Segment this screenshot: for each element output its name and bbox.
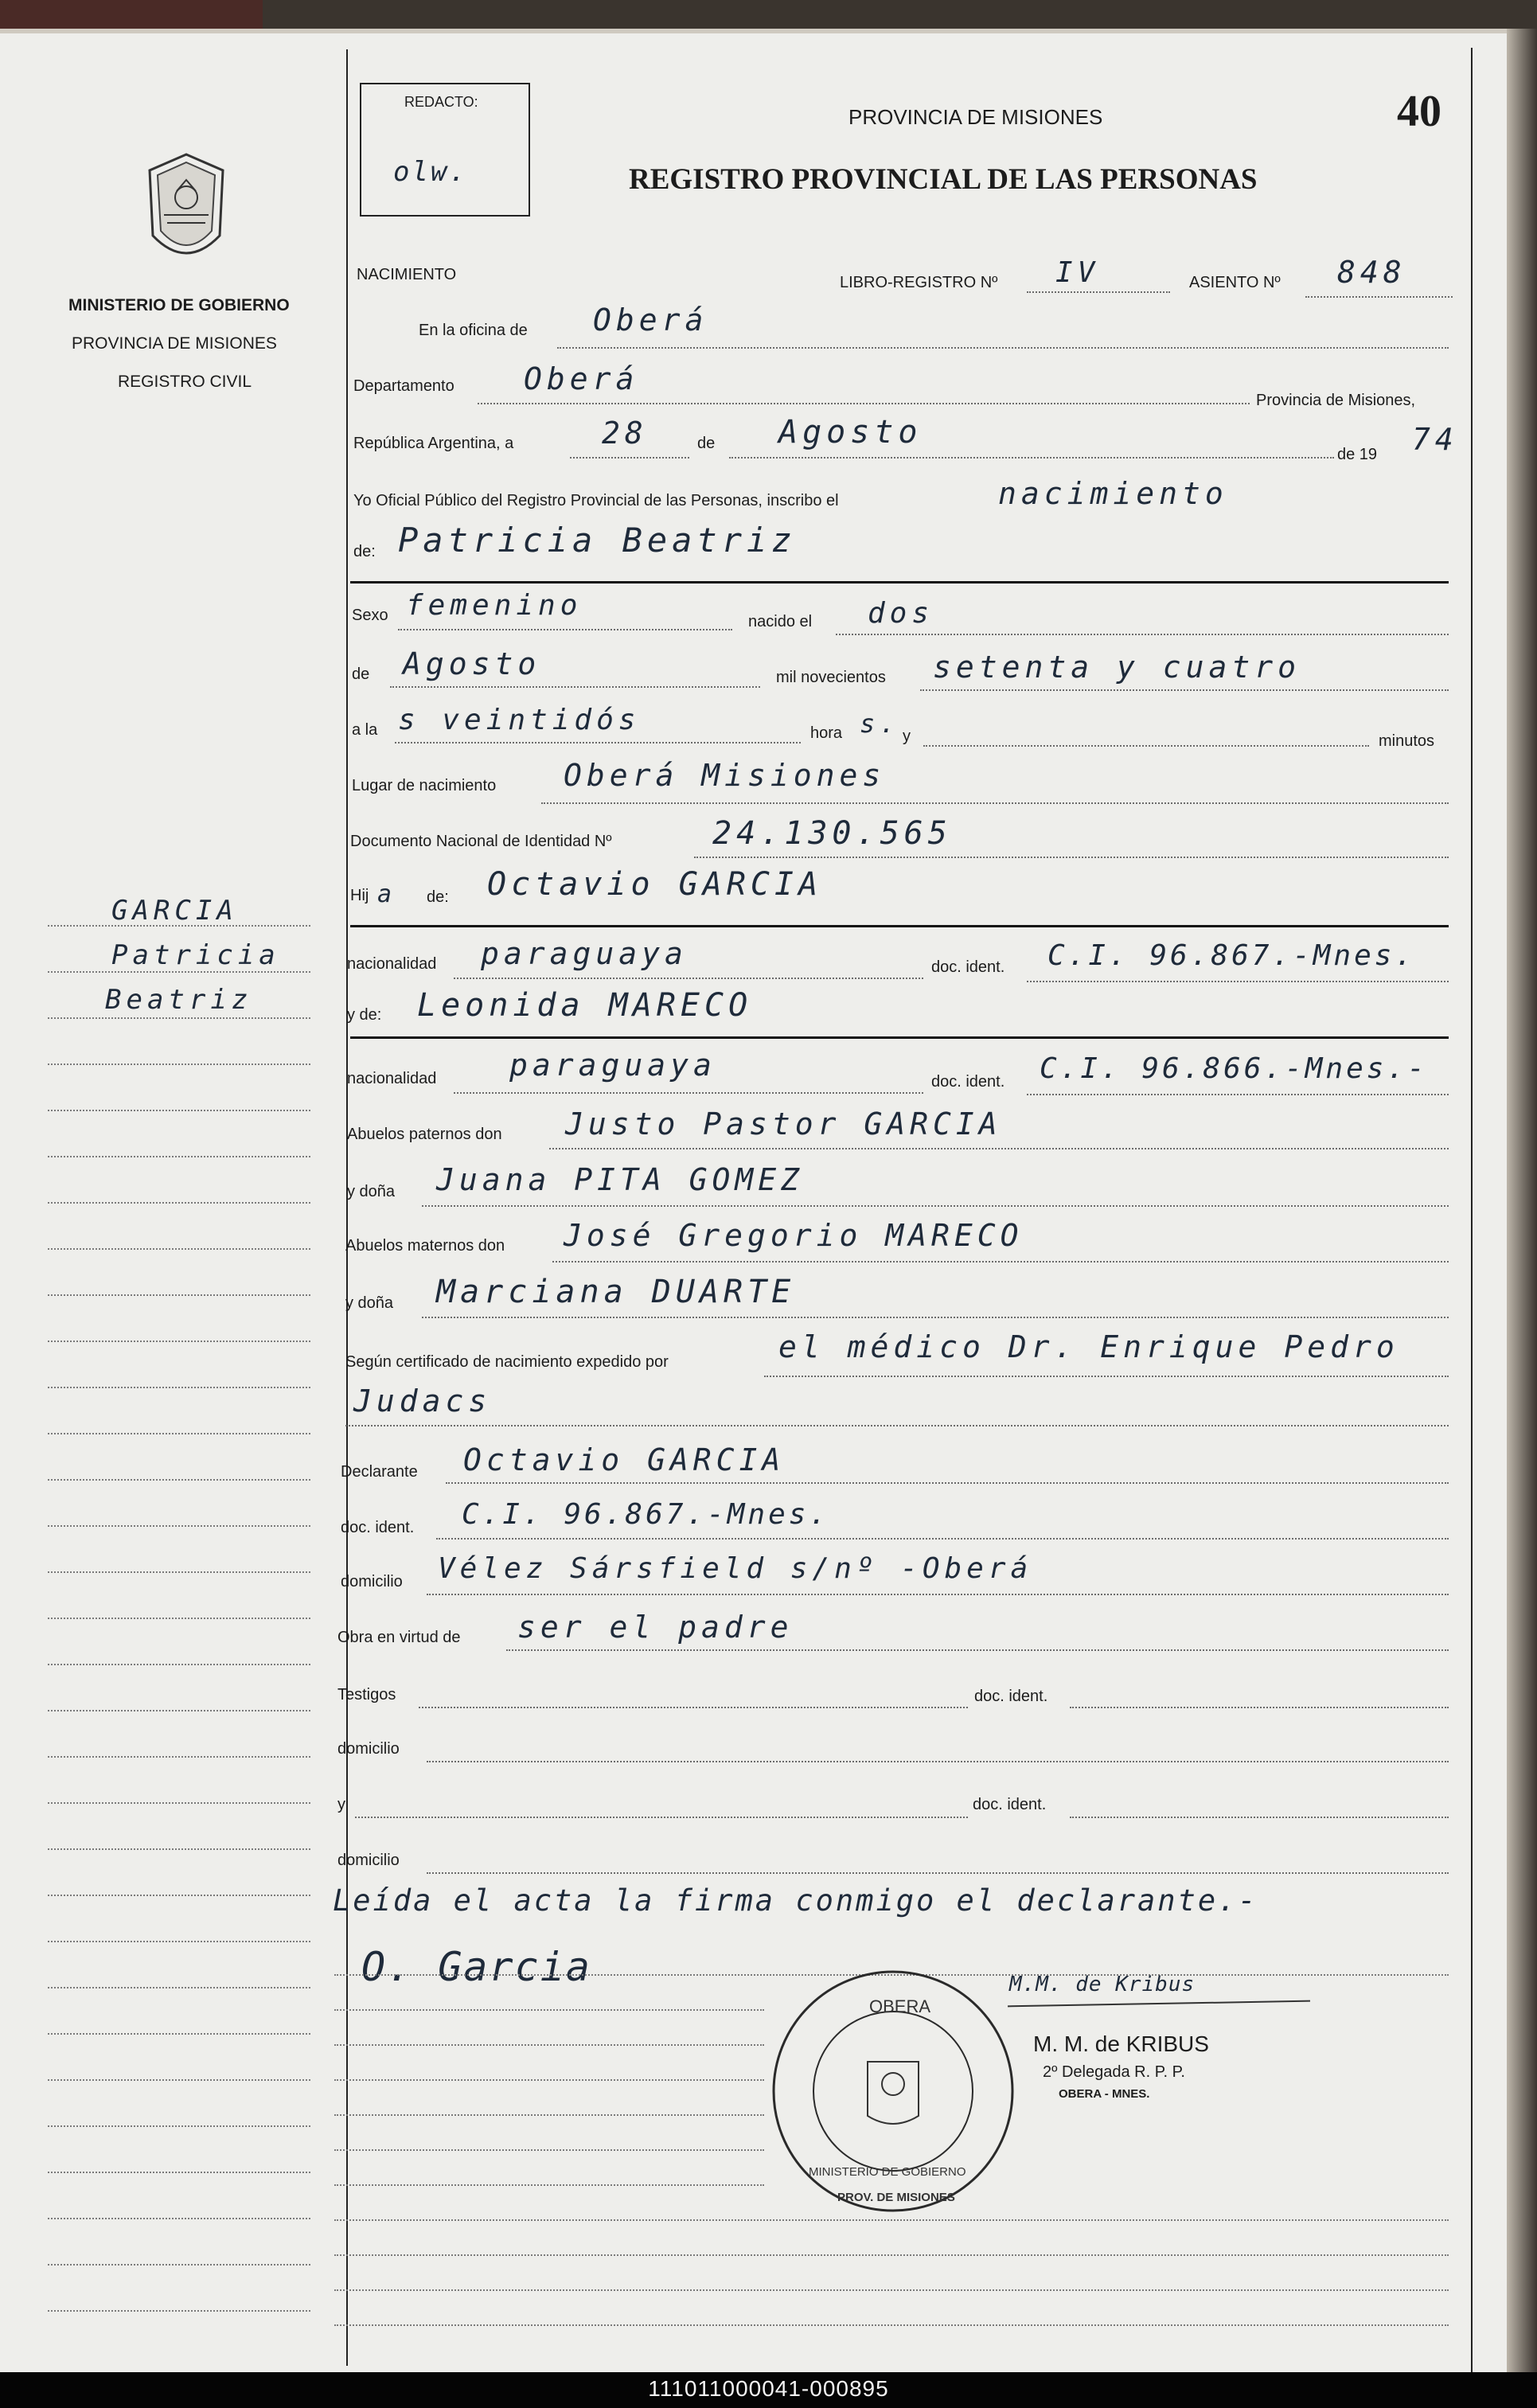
margin-dotted-line (48, 1156, 310, 1157)
dom2-line (427, 1761, 1449, 1762)
day-line (570, 457, 689, 459)
lower-dotted-line (334, 2254, 1449, 2256)
abp-value: Justo Pastor GARCIA (565, 1106, 1002, 1142)
margin-dotted-line (48, 2125, 310, 2127)
official-role: 2º Delegada R. P. P. (1043, 2063, 1185, 2081)
asiento-value: 848 (1337, 255, 1406, 290)
margin-dotted-line (48, 1017, 310, 1019)
doct1-line (1070, 1707, 1449, 1708)
milnov-value: setenta y cuatro (933, 650, 1301, 685)
inscribo-value: nacimiento (998, 476, 1228, 511)
y2-line (355, 1817, 968, 1818)
lower-dotted-line (334, 2009, 764, 2011)
obra-line (506, 1649, 1449, 1651)
nac2-line (454, 1092, 923, 1094)
official-signature: M.M. de Kribus (1009, 1973, 1196, 1996)
lower-dotted-line (334, 2114, 764, 2116)
declarante-value: Octavio GARCIA (463, 1442, 786, 1477)
margin-dotted-line (48, 1571, 310, 1573)
margin-dotted-line (48, 1987, 310, 1988)
ydona2-label: y doña (345, 1294, 394, 1312)
hij-label: Hij (350, 887, 369, 904)
margin-dotted-line (48, 1664, 310, 1665)
padre-underline (350, 925, 1449, 927)
libro-value: IV (1055, 256, 1100, 289)
doc1-line (1027, 981, 1449, 982)
margin-dotted-line (48, 1064, 310, 1065)
margin-dotted-line (48, 2218, 310, 2219)
ydona1-label: y doña (347, 1183, 396, 1200)
margin-dotted-line (48, 1248, 310, 1250)
cert-value2: Judacs (353, 1384, 492, 1419)
margin-dotted-line (48, 1941, 310, 1942)
ministry-line1: MINISTERIO DE GOBIERNO (68, 296, 290, 314)
margin-dotted-line (48, 1479, 310, 1481)
yde-label: y de: (347, 1006, 382, 1024)
cert-label: Según certificado de nacimiento expedido por (345, 1353, 669, 1371)
abp-label: Abuelos paternos don (347, 1126, 502, 1143)
nacido-value: dos (868, 597, 934, 630)
hij-de-label: de: (427, 888, 449, 906)
margin-dotted-line (48, 1618, 310, 1619)
dni-label: Documento Nacional de Identidad Nº (350, 833, 612, 850)
docdec-value: C.I. 96.867.-Mnes. (462, 1498, 830, 1531)
declarante-label: Declarante (341, 1463, 418, 1481)
ala-value: s veintidós (398, 704, 641, 736)
official-name: M. M. de KRIBUS (1033, 2031, 1209, 2056)
lower-dotted-line (334, 2079, 764, 2081)
margin-dotted-line (48, 1848, 310, 1850)
dom2-label: domicilio (337, 1740, 400, 1758)
footer-code: 111011000041-000895 (648, 2376, 889, 2401)
lugar-value: Oberá Misiones (564, 758, 886, 793)
sexo-label: Sexo (352, 607, 388, 624)
lugar-line (541, 802, 1449, 804)
province-heading: PROVINCIA DE MISIONES (848, 105, 1103, 129)
date-de-label: de (697, 435, 716, 452)
margin-first-name: Patricia (111, 939, 280, 971)
margin-dotted-line (48, 1756, 310, 1758)
libro-label: LIBRO-REGISTRO Nº (840, 274, 998, 291)
ydona2-line (422, 1317, 1449, 1318)
sexo-value: femenino (406, 589, 583, 622)
departamento-line (478, 403, 1250, 404)
nac1-line (454, 978, 923, 979)
mes-de-label: de (352, 665, 370, 683)
dom3-label: domicilio (337, 1852, 400, 1869)
month-value: Agosto (778, 414, 923, 451)
oficina-line (557, 347, 1449, 349)
obra-value: ser el padre (517, 1610, 794, 1645)
lower-dotted-line (334, 2219, 1449, 2221)
margin-dotted-line (48, 1525, 310, 1527)
margin-dotted-line (48, 971, 310, 973)
year-prefix: de 19 (1337, 446, 1378, 463)
sexo-line (398, 629, 732, 630)
doc1-label: doc. ident. (931, 958, 1005, 976)
nac1-label: nacionalidad (347, 955, 437, 973)
asiento-line (1305, 296, 1453, 298)
minutes-line (923, 745, 1369, 747)
testigos-line (419, 1707, 968, 1708)
declarant-signature: O. Garcia (361, 1944, 591, 1990)
stamp-inner-top: OBERA (869, 1996, 931, 2016)
docdec-line (436, 1538, 1449, 1540)
margin-dotted-line (48, 1202, 310, 1204)
lower-dotted-line (334, 2289, 1449, 2291)
margin-dotted-line (48, 1294, 310, 1296)
minutos-label: minutos (1379, 732, 1435, 750)
nacido-line (836, 634, 1449, 635)
ydona1-line (422, 1205, 1449, 1207)
margin-dotted-line (48, 2033, 310, 2035)
redacto-box (360, 83, 530, 217)
child-name: Patricia Beatriz (398, 521, 797, 560)
register-title: REGISTRO PROVINCIAL DE LAS PERSONAS (629, 163, 1258, 196)
margin-dotted-line (48, 1895, 310, 1896)
margin-dotted-line (48, 1387, 310, 1388)
margin-dotted-line (48, 2310, 310, 2312)
doc2-line (1027, 1094, 1449, 1095)
stamp-inner-side: MINISTERIO DE GOBIERNO (809, 2165, 966, 2179)
ministry-line3: REGISTRO CIVIL (118, 373, 252, 391)
ydona1-value: Juana PITA GOMEZ (436, 1162, 805, 1197)
page-number: 40 (1397, 87, 1441, 136)
cert-line (764, 1376, 1449, 1377)
lower-dotted-line (334, 2149, 764, 2151)
madre-name: Leonida MARECO (417, 987, 753, 1024)
abp-line (549, 1148, 1449, 1149)
lugar-label: Lugar de nacimiento (352, 777, 497, 794)
mes-value: Agosto (403, 646, 541, 681)
doct2-line (1070, 1817, 1449, 1818)
margin-dotted-line (48, 1341, 310, 1342)
redacto-initials: olw. (393, 156, 468, 188)
hij-suffix: a (377, 880, 397, 908)
name-underline (350, 581, 1449, 583)
abm-line (552, 1261, 1449, 1263)
padre-name: Octavio GARCIA (487, 866, 823, 903)
year-value: 74 (1412, 422, 1458, 457)
margin-dotted-line (48, 1710, 310, 1711)
domicilio-line (427, 1594, 1449, 1595)
republica-label: República Argentina, a (353, 435, 514, 452)
ydona2-value: Marciana DUARTE (436, 1274, 796, 1310)
ala-line (395, 742, 801, 743)
inscribo-label: Yo Oficial Público del Registro Provincial de las Personas, inscribo el (353, 492, 839, 509)
hora-value: s. (860, 708, 900, 739)
libro-line (1027, 291, 1170, 293)
doc2-value: C.I. 96.866.-Mnes.- (1040, 1052, 1428, 1085)
y2-label: y (337, 1796, 345, 1813)
closing-text: Leída el acta la firma conmigo el declarante.- (333, 1883, 1258, 1918)
abm-value: José Gregorio MARECO (564, 1218, 1024, 1253)
doct1-label: doc. ident. (974, 1688, 1048, 1705)
record-type: NACIMIENTO (357, 266, 457, 283)
margin-surname: GARCIA (111, 895, 238, 927)
domicilio-value: Vélez Sársfield s/nº -Oberá (438, 1552, 1033, 1585)
page-shadow (1507, 29, 1537, 2373)
domicilio-label: domicilio (341, 1573, 403, 1590)
ministry-line2: PROVINCIA DE MISIONES (72, 334, 277, 353)
asiento-label: ASIENTO Nº (1189, 274, 1281, 291)
lower-dotted-line (334, 2044, 764, 2046)
hora-label: hora (810, 724, 843, 742)
frame-right-rule (1471, 48, 1473, 2372)
nac1-value: paraguaya (481, 936, 688, 971)
margin-dotted-line (48, 2264, 310, 2266)
nac2-label: nacionalidad (347, 1070, 437, 1087)
docdec-label: doc. ident. (341, 1519, 415, 1536)
day-value: 28 (602, 416, 648, 451)
ala-label: a la (352, 721, 378, 739)
official-place: OBERA - MNES. (1059, 2087, 1150, 2101)
margin-dotted-line (48, 2172, 310, 2173)
oficina-value: Oberá (593, 302, 708, 338)
margin-dotted-line (48, 1433, 310, 1434)
margin-dotted-line (48, 1802, 310, 1804)
dom3-line (427, 1872, 1449, 1874)
cert-line2 (345, 1425, 1449, 1426)
departamento-value: Oberá (524, 361, 639, 396)
doct2-label: doc. ident. (973, 1796, 1047, 1813)
oficina-label: En la oficina de (419, 322, 528, 339)
frame-left-rule (346, 49, 348, 2366)
abm-label: Abuelos maternos don (345, 1237, 505, 1255)
province-crest-icon (140, 150, 232, 277)
redacto-label: REDACTO: (404, 94, 478, 110)
doc2-label: doc. ident. (931, 1073, 1005, 1091)
cert-value: el médico Dr. Enrique Pedro (778, 1329, 1399, 1364)
lower-dotted-line (334, 2184, 764, 2186)
margin-dotted-line (48, 925, 310, 927)
madre-underline (350, 1036, 1449, 1039)
obra-label: Obra en virtud de (337, 1629, 461, 1646)
book-cover-edge (0, 0, 263, 32)
nacido-label: nacido el (748, 613, 813, 630)
nac2-value: paraguaya (509, 1048, 716, 1083)
y-label: y (903, 728, 911, 745)
dni-value: 24.130.565 (712, 815, 952, 852)
lower-dotted-line (334, 2324, 1449, 2326)
month-line (729, 457, 1334, 459)
doc1-value: C.I. 96.867.-Mnes. (1047, 939, 1416, 972)
milnov-line (920, 689, 1449, 691)
provincia-suffix: Provincia de Misiones, (1256, 392, 1416, 409)
margin-dotted-line (48, 2079, 310, 2081)
milnov-label: mil novecientos (776, 669, 886, 686)
testigos-label: Testigos (337, 1686, 396, 1704)
stamp-bottom: PROV. DE MISIONES (837, 2191, 955, 2204)
name-de-label: de: (353, 543, 376, 560)
dni-line (694, 857, 1449, 858)
departamento-label: Departamento (353, 377, 454, 395)
margin-dotted-line (48, 1110, 310, 1111)
margin-second-name: Beatriz (105, 984, 253, 1016)
declarante-line (446, 1482, 1449, 1484)
mes-line (390, 686, 760, 688)
